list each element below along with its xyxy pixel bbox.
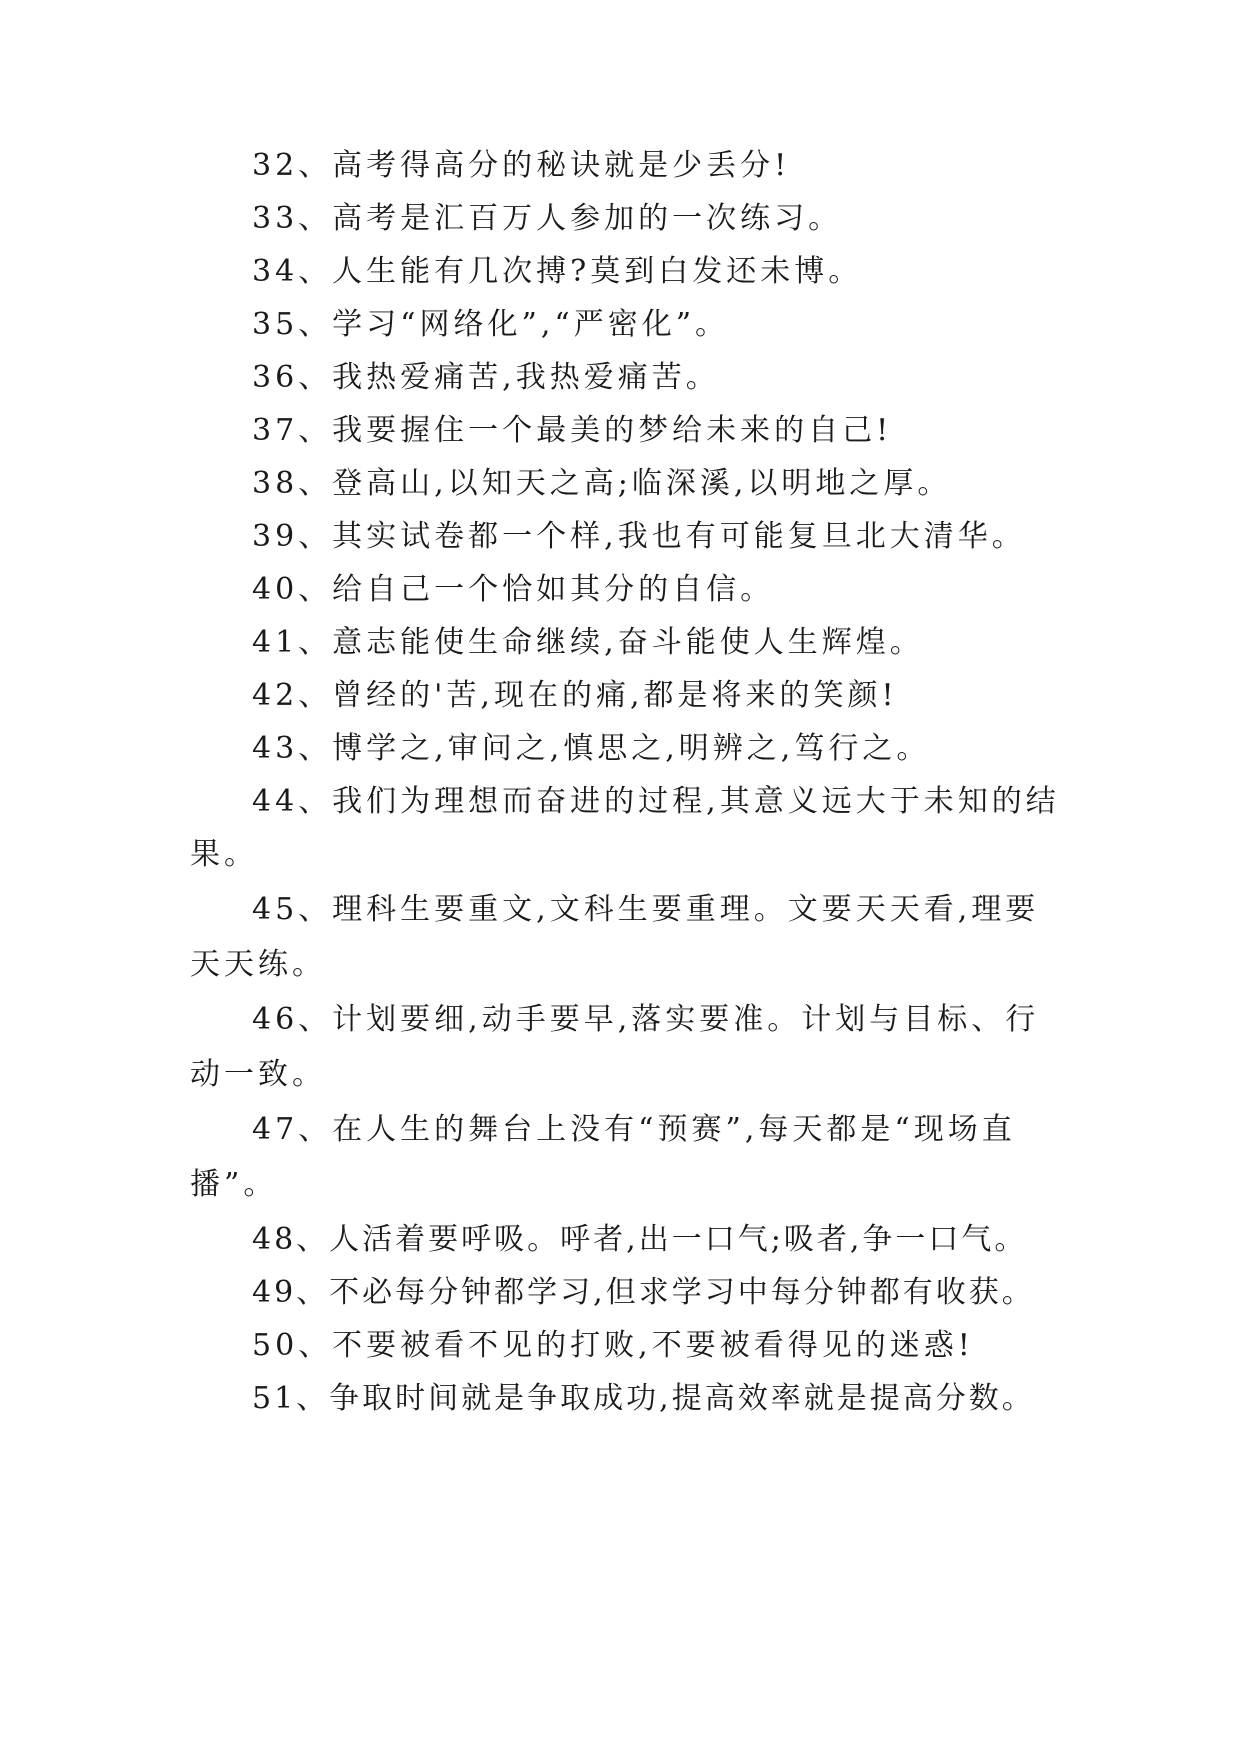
text-line: 32、高考得高分的秘诀就是少丢分! xyxy=(252,148,791,183)
text-line: 38、登高山,以知天之高;临深溪,以明地之厚。 xyxy=(252,466,952,501)
text-line-continuation: 播”。 xyxy=(190,1167,278,1202)
text-line: 49、不必每分钟都学习,但求学习中每分钟都有收获。 xyxy=(252,1275,1035,1310)
text-line: 35、学习“网络化”,“严密化”。 xyxy=(252,307,730,342)
text-line: 39、其实试卷都一个样,我也有可能复旦北大清华。 xyxy=(252,519,1026,554)
text-line: 51、争取时间就是争取成功,提高效率就是提高分数。 xyxy=(252,1381,1035,1416)
text-line-continuation: 动一致。 xyxy=(190,1057,326,1092)
text-line: 44、我们为理想而奋进的过程,其意义远大于未知的结 xyxy=(252,784,1060,819)
text-line: 48、人活着要呼吸。呼者,出一口气;吸者,争一口气。 xyxy=(252,1222,1028,1257)
text-line-continuation: 果。 xyxy=(190,837,258,872)
text-line: 37、我要握住一个最美的梦给未来的自己! xyxy=(252,413,893,448)
text-line: 34、人生能有几次搏?莫到白发还未博。 xyxy=(252,254,863,289)
text-line: 50、不要被看不见的打败,不要被看得见的迷惑! xyxy=(252,1328,974,1363)
text-line: 47、在人生的舞台上没有“预赛”,每天都是“现场直 xyxy=(252,1112,1016,1147)
text-line: 33、高考是汇百万人参加的一次练习。 xyxy=(252,201,843,236)
text-line: 43、博学之,审问之,慎思之,明辨之,笃行之。 xyxy=(252,731,931,766)
text-line: 36、我热爱痛苦,我热爱痛苦。 xyxy=(252,360,720,395)
text-line: 41、意志能使生命继续,奋斗能使人生辉煌。 xyxy=(252,625,924,660)
text-line: 40、给自己一个恰如其分的自信。 xyxy=(252,572,775,607)
text-line: 46、计划要细,动手要早,落实要准。计划与目标、行 xyxy=(252,1002,1040,1037)
text-line: 45、理科生要重文,文科生要重理。文要天天看,理要 xyxy=(252,892,1040,927)
text-line-continuation: 天天练。 xyxy=(190,947,326,982)
text-line: 42、曾经的'苦,现在的痛,都是将来的笑颜! xyxy=(252,678,898,713)
